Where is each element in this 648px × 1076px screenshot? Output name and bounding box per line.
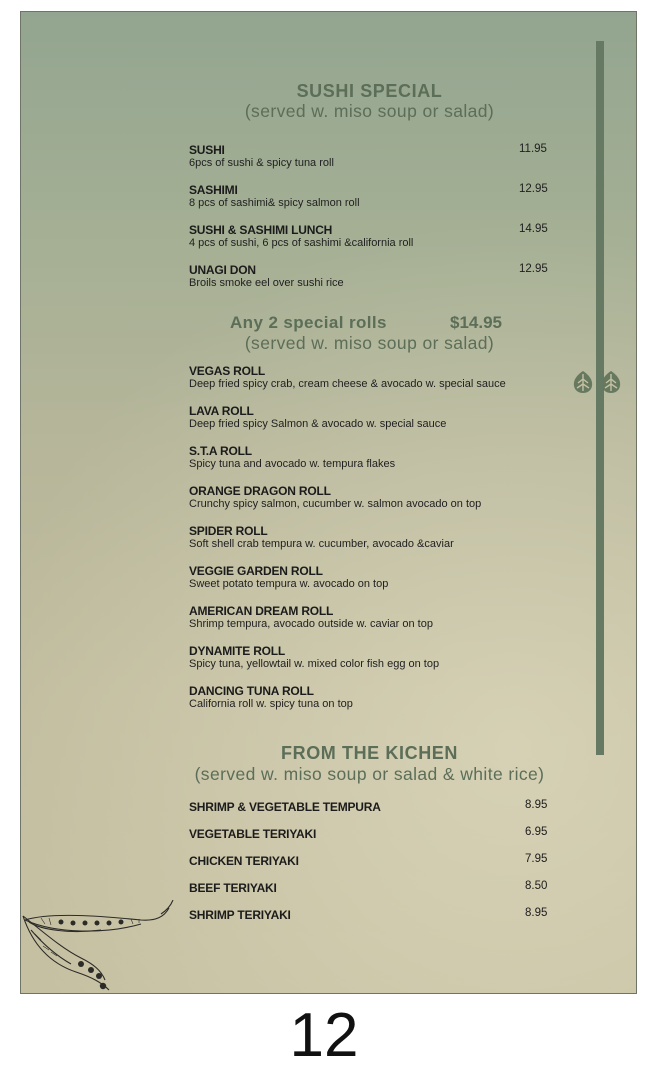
item-description: Deep fried spicy Salmon & avocado w. special sauce <box>189 418 447 430</box>
item-description: Spicy tuna and avocado w. tempura flakes <box>189 458 396 470</box>
item-name: UNAGI DON <box>189 263 256 277</box>
menu-item <box>189 184 360 210</box>
menu-item <box>189 405 446 431</box>
page-number: 12 <box>289 1001 359 1070</box>
menu-item <box>189 525 454 551</box>
kitchen-item-name: BEEF TERIYAKI <box>189 881 277 895</box>
section-subtitle-kitchen: (served w. miso soup or salad & white rice) <box>194 764 545 784</box>
section-subtitle-special-rolls: (served w. miso soup or salad) <box>244 333 495 353</box>
emblem-group <box>572 370 622 394</box>
item-name: SUSHI & SASHIMI LUNCH <box>189 223 333 237</box>
menu-item <box>189 264 344 290</box>
kitchen-item-price: 8.95 <box>525 799 548 811</box>
item-description: Soft shell crab tempura w. cucumber, avocado &caviar <box>189 538 454 550</box>
kitchen-item-name: SHRIMP & VEGETABLE TEMPURA <box>189 800 381 814</box>
pea-pod-illustration <box>21 900 181 994</box>
menu-item <box>189 224 413 250</box>
menu-item <box>189 485 481 511</box>
item-description: California roll w. spicy tuna on top <box>189 698 353 710</box>
item-description: Shrimp tempura, avocado outside w. caviar on top <box>189 618 433 630</box>
item-name: VEGGIE GARDEN ROLL <box>189 564 323 578</box>
menu-item <box>189 645 439 671</box>
item-description: Spicy tuna, yellowtail w. mixed color fish egg on top <box>189 658 440 670</box>
menu-card <box>20 11 637 994</box>
kitchen-item-name: SHRIMP TERIYAKI <box>189 908 291 922</box>
item-description: Sweet potato tempura w. avocado on top <box>189 578 389 590</box>
menu-item <box>189 605 433 631</box>
kitchen-item-name: CHICKEN TERIYAKI <box>189 854 299 868</box>
section-subtitle-sushi-special: (served w. miso soup or salad) <box>244 101 495 121</box>
special-rolls-price: $14.95 <box>450 313 502 332</box>
item-description: Deep fried spicy crab, cream cheese & avocado w. special sauce <box>189 378 506 390</box>
item-price: 12.95 <box>519 183 548 195</box>
menu-item <box>189 445 395 471</box>
item-name: S.T.A ROLL <box>189 444 252 458</box>
kitchen-item-price: 6.95 <box>525 826 548 838</box>
item-name: ORANGE DRAGON ROLL <box>189 484 331 498</box>
item-description: 6pcs of sushi & spicy tuna roll <box>189 157 334 169</box>
section-title-sushi-special: SUSHI SPECIAL <box>296 81 443 101</box>
leaf-emblem-icon <box>600 370 622 394</box>
menu-item <box>189 365 506 391</box>
item-name: SUSHI <box>189 143 225 157</box>
item-name: LAVA ROLL <box>189 404 254 418</box>
kitchen-item-price: 8.95 <box>525 907 548 919</box>
kitchen-item-price: 7.95 <box>525 853 548 865</box>
section-title-special-rolls: Any 2 special rolls <box>230 313 387 332</box>
item-name: AMERICAN DREAM ROLL <box>189 604 334 618</box>
item-name: SASHIMI <box>189 183 238 197</box>
menu-item <box>189 565 388 591</box>
kitchen-item-name: VEGETABLE TERIYAKI <box>189 827 317 841</box>
item-name: DANCING TUNA ROLL <box>189 684 314 698</box>
menu-item <box>189 685 353 711</box>
leaf-emblem-icon <box>572 370 594 394</box>
item-name: SPIDER ROLL <box>189 524 268 538</box>
item-description: Broils smoke eel over sushi rice <box>189 277 344 289</box>
item-name: VEGAS ROLL <box>189 364 266 378</box>
item-description: Crunchy spicy salmon, cucumber w. salmon avocado on top <box>189 498 482 510</box>
section-title-kitchen: FROM THE KICHEN <box>281 743 458 763</box>
item-price: 12.95 <box>519 263 548 275</box>
kitchen-item-price: 8.50 <box>525 880 548 892</box>
menu-item <box>189 144 334 170</box>
item-name: DYNAMITE ROLL <box>189 644 286 658</box>
item-price: 11.95 <box>519 143 547 155</box>
item-description: 4 pcs of sushi, 6 pcs of sashimi &california roll <box>189 237 414 249</box>
item-price: 14.95 <box>519 223 548 235</box>
item-description: 8 pcs of sashimi& spicy salmon roll <box>189 197 360 209</box>
vertical-accent-bar <box>596 41 604 755</box>
